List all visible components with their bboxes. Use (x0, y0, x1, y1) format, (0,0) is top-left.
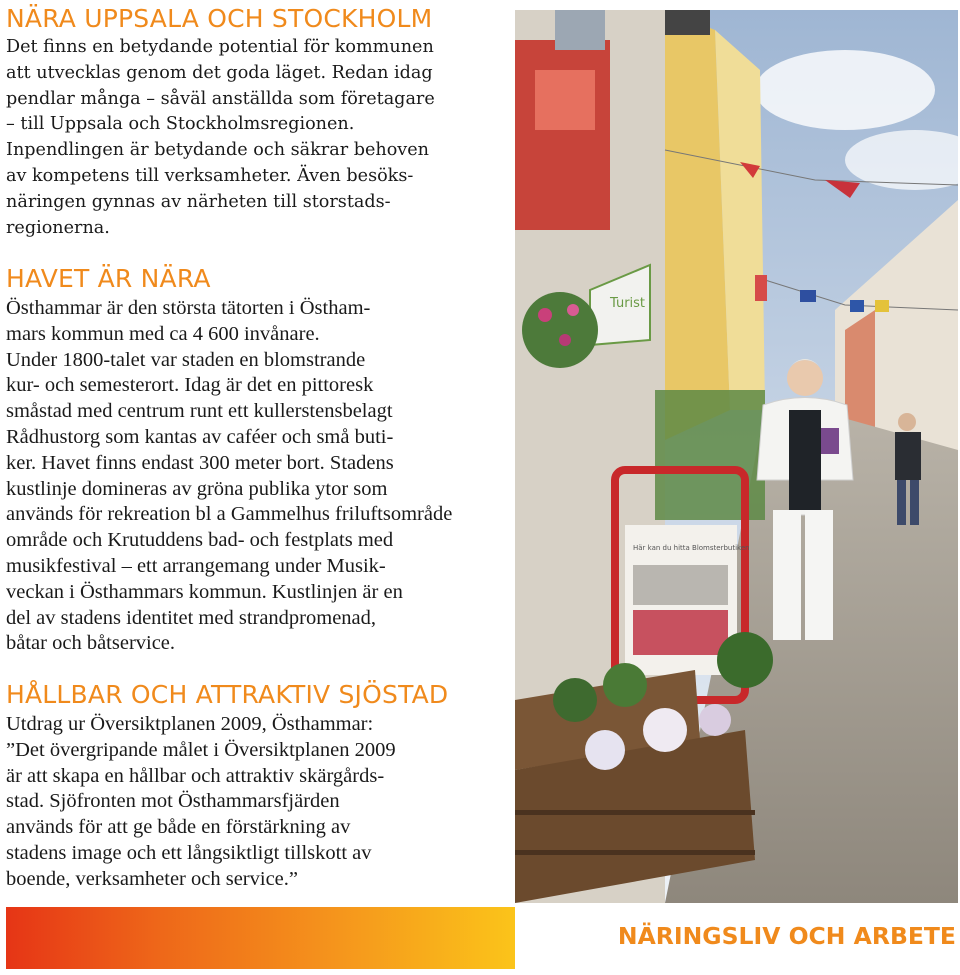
head (898, 413, 916, 431)
flower (538, 308, 552, 322)
body (895, 432, 921, 480)
body-line: pendlar många – såväl anställda som företagare (6, 88, 435, 109)
poster-map (633, 565, 728, 605)
potted-plant (717, 632, 773, 688)
body-line: ”Det övergripande målet i Översiktplanen 2009 (6, 738, 396, 761)
body-line: stad. Sjöfronten mot Östhammarsfjärden (6, 790, 340, 813)
body-line: Utdrag ur Översiktplanen 2009, Östhammar: (6, 713, 374, 735)
body-line: område och Krutuddens bad- och festplats med (6, 529, 394, 552)
flag-hanging (755, 275, 767, 301)
section-nara-uppsala (6, 5, 506, 241)
section-hallbar-sjostad (6, 681, 506, 893)
body-line: att utvecklas genom det goda läget. Redan idag (6, 62, 433, 83)
flag-nordic (875, 300, 889, 312)
body-line: är att skapa en hållbar och attraktiv skärgårds- (6, 764, 385, 787)
leg (910, 480, 919, 525)
section-heading: NÄRA UPPSALA OCH STOCKHOLM (6, 4, 433, 33)
body-line: kur- och semesterort. Idag är det en pittoresk (6, 374, 374, 397)
body-line: Inpendlingen är betydande och säkrar behoven (6, 140, 429, 161)
body-line: del av stadens identitet med strandpromenad, (6, 606, 377, 629)
flag-nordic (850, 300, 864, 312)
body-line: boende, verksamheter och service.” (6, 867, 298, 890)
street-photo (515, 10, 958, 903)
plants (553, 678, 597, 722)
body-line: Under 1800-talet var staden en blomstrande (6, 348, 366, 371)
head (787, 360, 823, 396)
black-top (789, 410, 821, 510)
trouser-right (805, 510, 833, 640)
red-shop-sign (515, 40, 610, 230)
footer-gradient-bar (6, 907, 515, 969)
leg (897, 480, 906, 525)
body-line: kustlinje domineras av gröna publika ytor som (6, 477, 388, 500)
tourist-sign-text: Turist (610, 296, 646, 311)
section-havet-ar-nara (6, 265, 506, 657)
a-frame-poster-text: Här kan du hitta Blomsterbutiken (633, 544, 750, 552)
petunias (585, 730, 625, 770)
body-line: näringen gynnas av närheten till storstads- (6, 191, 391, 212)
footer-title: NÄRINGSLIV OCH ARBETE (617, 922, 956, 950)
planter-slat (515, 850, 755, 855)
planter-slat (515, 810, 755, 815)
body-line: regionerna. (6, 217, 110, 238)
section-body (6, 296, 506, 657)
body-line: – till Uppsala och Stockholmsregionen. (6, 114, 355, 135)
section-heading: HAVET ÄR NÄRA (6, 264, 211, 293)
body-line: Östhammar är den största tätorten i Östham- (6, 297, 371, 319)
poster-image (633, 610, 728, 655)
trouser-left (773, 510, 801, 640)
street-scene-illustration (515, 10, 958, 903)
brochure (821, 428, 839, 454)
petunias (643, 708, 687, 752)
body-line: av kompetens till verksamheter. Även besöks- (6, 165, 414, 186)
cloud (755, 50, 935, 130)
body-line: mars kommun med ca 4 600 invånare. (6, 322, 320, 345)
body-line: småstad med centrum runt ett kullerstensbelagt (6, 400, 393, 423)
red-shop-sign-text-area (535, 70, 595, 130)
section-body (6, 35, 506, 241)
petunias (699, 704, 731, 736)
plants (603, 663, 647, 707)
flag-nordic (800, 290, 816, 302)
building-top-dark (665, 10, 710, 35)
body-line: ker. Havet finns endast 300 meter bort. Stadens (6, 451, 394, 474)
body-line: stadens image och ett långsiktligt tillskott av (6, 841, 372, 864)
flower (559, 334, 571, 346)
building-right-red (845, 310, 875, 430)
flower (567, 304, 579, 316)
body-line: båtar och båtservice. (6, 632, 176, 655)
hanging-flower-basket (522, 292, 598, 368)
window (555, 10, 605, 50)
body-line: Rådhustorg som kantas av caféer och små buti- (6, 425, 394, 448)
body-line: används för att ge både en förstärkning av (6, 816, 351, 839)
body-line: Det finns en betydande potential för kommunen (6, 37, 434, 57)
body-line: veckan i Östhammars kommun. Kustlinjen är en (6, 580, 403, 603)
section-body (6, 712, 506, 893)
body-line: används för rekreation bl a Gammelhus friluftsområde (6, 503, 453, 526)
section-heading: HÅLLBAR OCH ATTRAKTIV SJÖSTAD (6, 680, 449, 709)
body-line: musikfestival – ett arrangemang under Musik- (6, 554, 386, 577)
